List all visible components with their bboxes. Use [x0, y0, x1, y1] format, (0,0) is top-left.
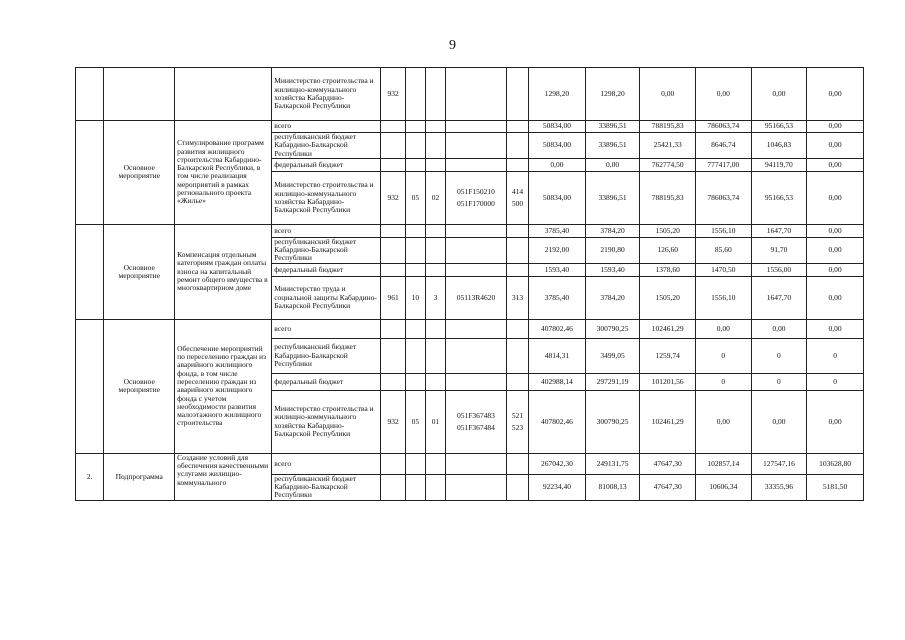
pr-code-cell [425, 133, 445, 159]
grbs-code-cell [381, 158, 405, 171]
pr-code-cell: 01 [425, 390, 445, 453]
amount-cell-3: 102461,29 [640, 319, 696, 338]
amount-cell-2: 300790,25 [585, 390, 640, 453]
csr-code-cell [446, 373, 507, 390]
pr-code-cell [425, 68, 445, 121]
amount-cell-5: 1647,70 [751, 224, 807, 237]
amount-cell-2: 3784,20 [585, 276, 640, 319]
csr-code-cell [446, 474, 507, 500]
amount-cell-2: 33896,51 [585, 133, 640, 159]
csr-code-cell [446, 319, 507, 338]
amount-cell-4: 0,00 [695, 390, 751, 453]
row-name-cell: Стимулирование программ развития жилищного строительства Кабардино-Балкарской Республики, в том числе реализация мероприятий в рамках регионального проекта «Жилье» [175, 121, 272, 225]
rz-code-cell [405, 263, 425, 276]
grbs-code-cell [381, 338, 405, 373]
table-row [76, 224, 864, 237]
amount-cell-4: 8646,74 [695, 133, 751, 159]
amount-cell-5: 1647,70 [751, 276, 807, 319]
amount-cell-3: 101201,56 [640, 373, 696, 390]
table-body [76, 68, 864, 501]
csr-code-cell [446, 237, 507, 263]
grbs-code-cell: 932 [381, 390, 405, 453]
pr-code-cell [425, 338, 445, 373]
amount-cell-1: 50834,00 [529, 171, 586, 224]
row-type-cell: Основное мероприятие [104, 224, 175, 319]
grbs-code-cell: 932 [381, 68, 405, 121]
funding-source-cell: Министерство строительства и жилищно-коммунального хозяйства Кабардино-Балкарской Республики [272, 390, 381, 453]
grbs-code-cell [381, 224, 405, 237]
amount-cell-2: 33896,51 [585, 121, 640, 133]
amount-cell-4: 0 [695, 338, 751, 373]
vr-code-cell [506, 373, 528, 390]
amount-cell-1: 407802,46 [529, 319, 586, 338]
pr-code-cell [425, 121, 445, 133]
grbs-code-cell: 932 [381, 171, 405, 224]
amount-cell-2: 249131,75 [585, 453, 640, 474]
csr-code-cell [446, 263, 507, 276]
vr-code-cell [506, 263, 528, 276]
row-name-cell: Создание условий для обеспечения качественными услугами жилищно-коммунального [175, 453, 272, 500]
grbs-code-cell [381, 263, 405, 276]
amount-cell-2: 297291,19 [585, 373, 640, 390]
funding-source-cell: федеральный бюджет [272, 263, 381, 276]
amount-cell-4: 0,00 [695, 68, 751, 121]
vr-code-cell [506, 171, 528, 224]
amount-cell-6: 0,00 [807, 121, 864, 133]
pr-code-cell [425, 373, 445, 390]
rz-code-cell: 10 [405, 276, 425, 319]
amount-cell-3: 1378,60 [640, 263, 696, 276]
amount-cell-3: 25421,33 [640, 133, 696, 159]
amount-cell-6: 5181,50 [807, 474, 864, 500]
vr-code-cell [506, 133, 528, 159]
amount-cell-3: 788195,83 [640, 171, 696, 224]
amount-cell-2: 1298,20 [585, 68, 640, 121]
funding-source-cell: федеральный бюджет [272, 373, 381, 390]
row-type-cell: Основное мероприятие [104, 121, 175, 225]
amount-cell-4: 1556,10 [695, 276, 751, 319]
row-name-cell [175, 68, 272, 121]
amount-cell-5: 0,00 [751, 319, 807, 338]
amount-cell-3: 762774,50 [640, 158, 696, 171]
csr-code-cell [446, 453, 507, 474]
amount-cell-1: 402988,14 [529, 373, 586, 390]
amount-cell-2: 3784,20 [585, 224, 640, 237]
page-number: 9 [449, 38, 456, 53]
pr-code-cell [425, 319, 445, 338]
rz-code-cell [405, 319, 425, 338]
rz-code-cell [405, 121, 425, 133]
row-type-cell: Основное мероприятие [104, 319, 175, 453]
amount-cell-3: 102461,29 [640, 390, 696, 453]
amount-cell-5: 0 [751, 373, 807, 390]
pr-code-cell [425, 158, 445, 171]
csr-code-cell [446, 133, 507, 159]
vr-code-cell [506, 237, 528, 263]
pr-code-cell [425, 263, 445, 276]
csr-code-cell [446, 68, 507, 121]
vr-code-cell [506, 453, 528, 474]
funding-source-cell: Министерство труда и социальной защиты Кабардино-Балкарской Республики [272, 276, 381, 319]
amount-cell-6: 0,00 [807, 133, 864, 159]
amount-cell-4: 786063,74 [695, 121, 751, 133]
row-number-cell [76, 121, 104, 225]
amount-cell-3: 788195,83 [640, 121, 696, 133]
row-number-cell [76, 224, 104, 319]
grbs-code-cell [381, 319, 405, 338]
rz-code-cell [405, 68, 425, 121]
amount-cell-4: 1556,10 [695, 224, 751, 237]
amount-cell-5: 95166,53 [751, 171, 807, 224]
amount-cell-3: 1505,20 [640, 224, 696, 237]
amount-cell-2: 2190,80 [585, 237, 640, 263]
amount-cell-5: 0,00 [751, 390, 807, 453]
amount-cell-1: 3785,40 [529, 224, 586, 237]
grbs-code-cell [381, 121, 405, 133]
amount-cell-6: 0,00 [807, 319, 864, 338]
amount-cell-2: 81008,13 [585, 474, 640, 500]
vr-code-cell [506, 276, 528, 319]
amount-cell-3: 47647,30 [640, 474, 696, 500]
csr-code-cell-item: 051F367484 [457, 422, 495, 432]
amount-cell-6: 0,00 [807, 276, 864, 319]
table-row [76, 121, 864, 133]
amount-cell-5: 127547,16 [751, 453, 807, 474]
amount-cell-1: 50834,00 [529, 121, 586, 133]
vr-code-cell-item: 313 [511, 292, 524, 302]
amount-cell-3: 126,60 [640, 237, 696, 263]
amount-cell-6: 0,00 [807, 68, 864, 121]
amount-cell-1: 0,00 [529, 158, 586, 171]
rz-code-cell [405, 237, 425, 263]
csr-code-cell [446, 171, 507, 224]
grbs-code-cell [381, 133, 405, 159]
grbs-code-cell: 961 [381, 276, 405, 319]
csr-code-cell [446, 224, 507, 237]
funding-source-cell: всего [272, 453, 381, 474]
funding-source-cell: республиканский бюджет Кабардино-Балкарской Республики [272, 474, 381, 500]
vr-code-cell-item: 414 [511, 186, 524, 196]
pr-code-cell: 3 [425, 276, 445, 319]
vr-code-cell [506, 474, 528, 500]
rz-code-cell [405, 338, 425, 373]
grbs-code-cell [381, 453, 405, 474]
amount-cell-2: 300790,25 [585, 319, 640, 338]
vr-code-cell [506, 390, 528, 453]
table-row [76, 453, 864, 474]
funding-source-cell: всего [272, 224, 381, 237]
vr-code-cell-item: 521 [511, 410, 524, 420]
funding-source-cell: всего [272, 121, 381, 133]
csr-code-cell [446, 390, 507, 453]
amount-cell-5: 1556,00 [751, 263, 807, 276]
amount-cell-1: 1298,20 [529, 68, 586, 121]
csr-code-cell [446, 276, 507, 319]
vr-code-cell [506, 224, 528, 237]
rz-code-cell: 05 [405, 171, 425, 224]
rz-code-cell [405, 373, 425, 390]
amount-cell-4: 102857,14 [695, 453, 751, 474]
row-type-cell: Подпрограмма [104, 453, 175, 500]
amount-cell-1: 267042,30 [529, 453, 586, 474]
amount-cell-1: 3785,40 [529, 276, 586, 319]
csr-code-cell [446, 158, 507, 171]
amount-cell-2: 0,00 [585, 158, 640, 171]
amount-cell-3: 1259,74 [640, 338, 696, 373]
amount-cell-1: 4814,31 [529, 338, 586, 373]
csr-code-cell-item: 051F150210 [457, 186, 495, 196]
amount-cell-2: 33896,51 [585, 171, 640, 224]
amount-cell-5: 94119,70 [751, 158, 807, 171]
pr-code-cell [425, 224, 445, 237]
rz-code-cell: 05 [405, 390, 425, 453]
amount-cell-6: 0,00 [807, 263, 864, 276]
funding-source-cell: федеральный бюджет [272, 158, 381, 171]
amount-cell-4: 10606,34 [695, 474, 751, 500]
amount-cell-6: 0,00 [807, 158, 864, 171]
amount-cell-1: 1593,40 [529, 263, 586, 276]
rz-code-cell [405, 474, 425, 500]
pr-code-cell [425, 453, 445, 474]
amount-cell-6: 0,00 [807, 224, 864, 237]
amount-cell-1: 407802,46 [529, 390, 586, 453]
rz-code-cell [405, 224, 425, 237]
amount-cell-5: 33355,96 [751, 474, 807, 500]
amount-cell-4: 0 [695, 373, 751, 390]
funding-source-cell: республиканский бюджет Кабардино-Балкарской Республики [272, 338, 381, 373]
vr-code-cell-item: 500 [511, 198, 524, 208]
amount-cell-2: 1593,40 [585, 263, 640, 276]
csr-code-cell [446, 338, 507, 373]
amount-cell-6: 0,00 [807, 390, 864, 453]
amount-cell-4: 1470,50 [695, 263, 751, 276]
funding-source-cell: Министерство строительства и жилищно-коммунального хозяйства Кабардино-Балкарской Республики [272, 68, 381, 121]
amount-cell-5: 1046,83 [751, 133, 807, 159]
row-number-cell [76, 68, 104, 121]
amount-cell-6: 0 [807, 373, 864, 390]
budget-table [75, 67, 864, 501]
table-row [76, 319, 864, 338]
csr-code-cell-item: 051F367483 [457, 410, 495, 420]
vr-code-cell [506, 319, 528, 338]
amount-cell-3: 47647,30 [640, 453, 696, 474]
rz-code-cell [405, 158, 425, 171]
vr-code-cell [506, 338, 528, 373]
row-type-cell [104, 68, 175, 121]
funding-source-cell: Министерство строительства и жилищно-коммунального хозяйства Кабардино-Балкарской Республики [272, 171, 381, 224]
rz-code-cell [405, 133, 425, 159]
amount-cell-1: 2192,00 [529, 237, 586, 263]
funding-source-cell: всего [272, 319, 381, 338]
amount-cell-5: 91,70 [751, 237, 807, 263]
amount-cell-1: 50834,00 [529, 133, 586, 159]
amount-cell-6: 103628,80 [807, 453, 864, 474]
amount-cell-5: 0 [751, 338, 807, 373]
table-row [76, 68, 864, 121]
amount-cell-5: 0,00 [751, 68, 807, 121]
amount-cell-2: 3499,05 [585, 338, 640, 373]
row-name-cell: Компенсация отдельным категориям граждан оплаты взноса на капитальный ремонт общего имущества в многоквартирном доме [175, 224, 272, 319]
funding-source-cell: республиканский бюджет Кабардино-Балкарской Республики [272, 133, 381, 159]
vr-code-cell-item: 523 [511, 422, 524, 432]
amount-cell-4: 786063,74 [695, 171, 751, 224]
csr-code-cell-item: 05113R4620 [456, 292, 496, 302]
row-name-cell: Обеспечение мероприятий по переселению граждан из аварийного жилищного фонда, в том числе переселению граждан из аварийного жилищного фонда с учетом необходимости развития малоэтажного жилищного строительства [175, 319, 272, 453]
amount-cell-1: 92234,40 [529, 474, 586, 500]
amount-cell-6: 0 [807, 338, 864, 373]
amount-cell-3: 1505,20 [640, 276, 696, 319]
grbs-code-cell [381, 373, 405, 390]
amount-cell-4: 85,60 [695, 237, 751, 263]
funding-source-cell: республиканский бюджет Кабардино-Балкарской Республики [272, 237, 381, 263]
amount-cell-3: 0,00 [640, 68, 696, 121]
rz-code-cell [405, 453, 425, 474]
pr-code-cell [425, 474, 445, 500]
grbs-code-cell [381, 237, 405, 263]
amount-cell-6: 0,00 [807, 171, 864, 224]
row-number-cell: 2. [76, 453, 104, 500]
vr-code-cell [506, 68, 528, 121]
pr-code-cell [425, 237, 445, 263]
amount-cell-5: 95166,53 [751, 121, 807, 133]
vr-code-cell [506, 158, 528, 171]
grbs-code-cell [381, 474, 405, 500]
amount-cell-4: 0,00 [695, 319, 751, 338]
pr-code-cell: 02 [425, 171, 445, 224]
amount-cell-6: 0,00 [807, 237, 864, 263]
vr-code-cell [506, 121, 528, 133]
csr-code-cell [446, 121, 507, 133]
row-number-cell [76, 319, 104, 453]
amount-cell-4: 777417,00 [695, 158, 751, 171]
csr-code-cell-item: 051F170000 [457, 198, 495, 208]
